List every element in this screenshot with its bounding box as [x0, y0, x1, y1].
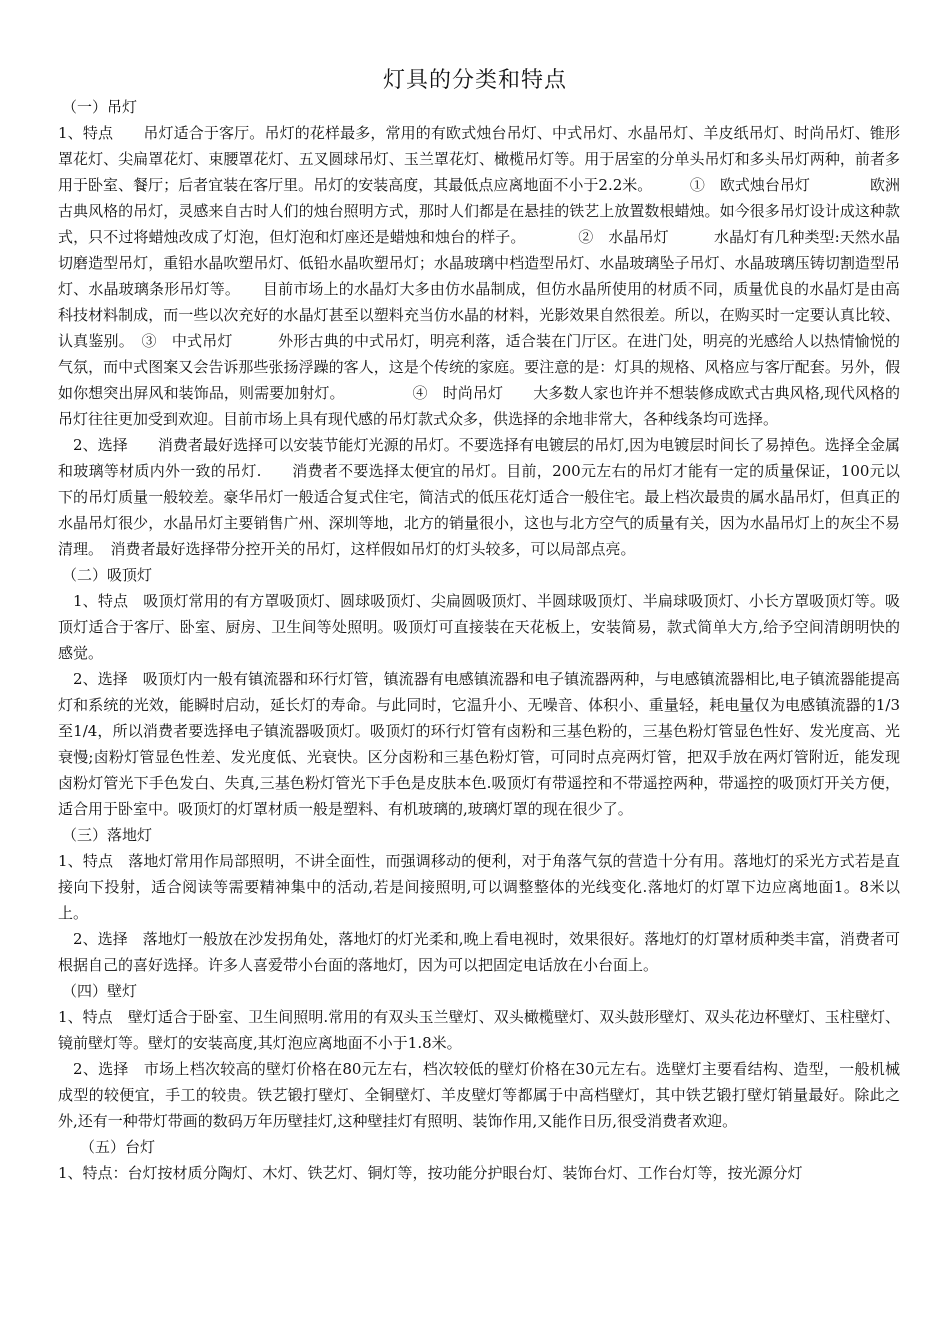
section-heading-floor-lamp: （三）落地灯 [62, 826, 153, 844]
section-heading-wall-lamp: （四）壁灯 [62, 982, 138, 1000]
section-heading-ceiling-lamp: （二）吸顶灯 [62, 566, 153, 584]
paragraph-ceiling-features: 1、特点 吸顶灯常用的有方罩吸顶灯、圆球吸顶灯、尖扁圆吸顶灯、半圆球吸顶灯、半扁球吸顶灯、小长方罩吸顶灯等。吸顶灯适合于客厅、卧室、厨房、卫生间等处照明。吸顶灯可直接装在天花板上，安装简易，款式简单大方,给予空间清朗明快的感觉。 [58, 592, 900, 662]
paragraph-wall-selection: 2、选择 市场上档次较高的壁灯价格在80元左右，档次较低的壁灯价格在30元左右。选壁灯主要看结构、造型，一般机械成型的较便宜，手工的较贵。铁艺锻打壁灯、全铜壁灯、羊皮壁灯等都属于中高档壁灯，其中铁艺锻打壁灯销量最好。除此之外,还有一种带灯带画的数码万年历壁挂灯,这种壁挂灯有照明、装饰作用,又能作日历,很受消费者欢迎。 [58, 1060, 900, 1130]
paragraph-floor-selection: 2、选择 落地灯一般放在沙发拐角处，落地灯的灯光柔和,晚上看电视时，效果很好。落地灯的灯罩材质种类丰富，消费者可根据自己的喜好选择。许多人喜爱带小台面的落地灯，因为可以把固定电话放在小台面上。 [58, 930, 900, 974]
paragraph-pendant-features: 1、特点 吊灯适合于客厅。吊灯的花样最多，常用的有欧式烛台吊灯、中式吊灯、水晶吊灯、羊皮纸吊灯、时尚吊灯、锥形罩花灯、尖扁罩花灯、束腰罩花灯、五叉圆球吊灯、玉兰罩花灯、橄榄吊灯等。用于居室的分单头吊灯和多头吊灯两种，前者多用于卧室、餐厅；后者宜装在客厅里。吊灯的安装高度，其最低点应离地面不小于2.2米。 ① 欧式烛台吊灯 欧洲古典风格的吊灯，灵感来自古时人们的烛台照明方式，那时人们都是在悬挂的铁艺上放置数根蜡烛。如今很多吊灯设计成这种款式，只不过将蜡烛改成了灯泡，但灯泡和灯座还是蜡烛和烛台的样子。 ② 水晶吊灯 水晶灯有几种类型:天然水晶切磨造型吊灯，重铅水晶吹塑吊灯、低铅水晶吹塑吊灯；水晶玻璃中档造型吊灯、水晶玻璃坠子吊灯、水晶玻璃压铸切割造型吊灯、水晶玻璃条形吊灯等。 目前市场上的水晶灯大多由仿水晶制成，但仿水晶所使用的材质不同，质量优良的水晶灯是由高科技材料制成，而一些以次充好的水晶灯甚至以塑料充当仿水晶的材料，光影效果自然很差。所以，在购买时一定要认真比较、认真鉴别。 ③ 中式吊灯 外形古典的中式吊灯，明亮利落，适合装在门厅区。在进门处，明亮的光感给人以热情愉悦的气氛，而中式图案又会告诉那些张扬浮躁的客人，这是个传统的家庭。要注意的是：灯具的规格、风格应与客厅配套。另外，假如你想突出屏风和装饰品，则需要加射灯。 ④ 时尚吊灯 大多数人家也许并不想装修成欧式古典风格,现代风格的吊灯往往更加受到欢迎。目前市场上具有现代感的吊灯款式众多，供选择的余地非常大，各种线条均可选择。 [58, 124, 900, 428]
paragraph-ceiling-selection: 2、选择 吸顶灯内一般有镇流器和环行灯管，镇流器有电感镇流器和电子镇流器两种，与电感镇流器相比,电子镇流器能提高灯和系统的光效，能瞬时启动，延长灯的寿命。与此同时，它温升小、无噪音、体积小、重量轻，耗电量仅为电感镇流器的1/3至1/4，所以消费者要选择电子镇流器吸顶灯。吸顶灯的环行灯管有卤粉和三基色粉的，三基色粉灯管显色性好、发光度高、光衰慢;卤粉灯管显色性差、发光度低、光衰快。区分卤粉和三基色粉灯管，可同时点亮两灯管，把双手放在两灯管附近，能发现卤粉灯管光下手色发白、失真,三基色粉灯管光下手色是皮肤本色.吸顶灯有带遥控和不带遥控两种，带遥控的吸顶灯开关方便，适合用于卧室中。吸顶灯的灯罩材质一般是塑料、有机玻璃的,玻璃灯罩的现在很少了。 [58, 670, 900, 818]
document-body [58, 94, 900, 1186]
document-title: 灯具的分类和特点 [382, 68, 567, 93]
section-heading-pendant-lamp: （一）吊灯 [62, 98, 138, 116]
paragraph-table-features: 1、特点：台灯按材质分陶灯、木灯、铁艺灯、铜灯等，按功能分护眼台灯、装饰台灯、工作台灯等，按光源分灯 [58, 1164, 803, 1182]
paragraph-pendant-selection: 2、选择 消费者最好选择可以安装节能灯光源的吊灯。不要选择有电镀层的吊灯,因为电镀层时间长了易掉色。选择全金属和玻璃等材质内外一致的吊灯. 消费者不要选择太便宜的吊灯。目前，200元左右的吊灯才能有一定的质量保证，100元以下的吊灯质量一般较差。豪华吊灯一般适合复式住宅，简洁式的低压花灯适合一般住宅。最上档次最贵的属水晶吊灯，但真正的水晶吊灯很少，水晶吊灯主要销售广州、深圳等地，北方的销量很小，这也与北方空气的质量有关，因为水晶吊灯上的灰尘不易清理。 消费者最好选择带分控开关的吊灯，这样假如吊灯的灯头较多，可以局部点亮。 [58, 436, 900, 558]
section-heading-table-lamp: （五）台灯 [80, 1138, 156, 1156]
paragraph-wall-features: 1、特点 壁灯适合于卧室、卫生间照明.常用的有双头玉兰壁灯、双头橄榄壁灯、双头鼓形壁灯、双头花边杯壁灯、玉柱壁灯、镜前壁灯等。壁灯的安装高度,其灯泡应离地面不小于1.8米。 [58, 1008, 900, 1052]
paragraph-floor-features: 1、特点 落地灯常用作局部照明，不讲全面性，而强调移动的便利，对于角落气氛的营造十分有用。落地灯的采光方式若是直接向下投射，适合阅读等需要精神集中的活动,若是间接照明,可以调整整体的光线变化.落地灯的灯罩下边应离地面1。8米以上。 [58, 852, 900, 922]
